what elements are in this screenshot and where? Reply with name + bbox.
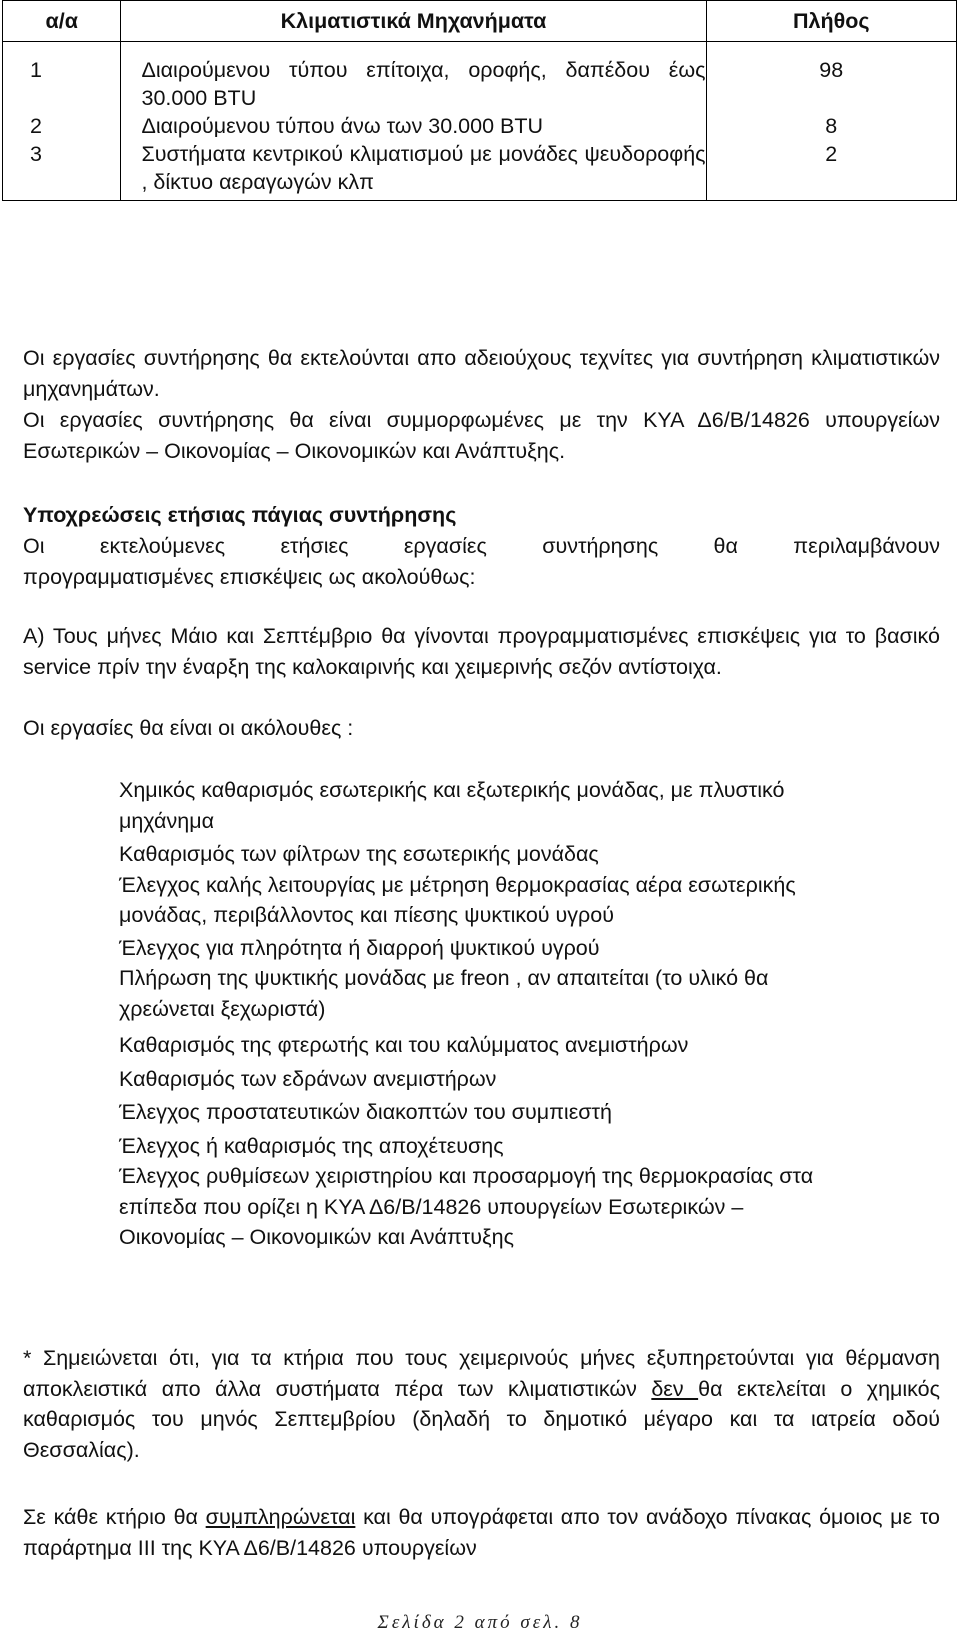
list-item: Καθαρισμός των φίλτρων της εσωτερικής μονάδας [119,842,599,866]
note-text-end: θα εκτελείται ο χημικός καθαρισμός του μηνός Σεπτεμβρίου (δηλαδή το δημοτικό μέγαρο και τα ιατρεία οδού Θεσσαλίας). [23,1376,940,1462]
row-quantity: 8 [706,112,956,140]
closing-paragraph [23,1502,940,1563]
row-quantity: 2 [706,140,956,201]
section-heading: Υποχρεώσεις ετήσιας πάγιας συντήρησης [23,503,457,527]
row-description: Διαιρούμενου τύπου άνω των 30.000 BTU [121,112,706,140]
list-item: Χημικός καθαρισμός εσωτερικής και εξωτερικής μονάδας, με πλυστικό μηχάνημα [119,778,785,833]
page-number-footer: Σελίδα 2 από σελ. 8 [377,1612,583,1633]
maintenance-tasks-list [119,775,819,1253]
closing-underlined-word: συμπληρώνεται [205,1505,356,1529]
section-paragraph-line-1: Οι εκτελούμενες ετήσιες εργασίες συντήρησης θα περιλαμβάνουν [23,534,940,558]
works-intro: Οι εργασίες θα είναι οι ακόλουθες : [23,716,354,740]
paragraph-a-scheduled-visits: Α) Τους μήνες Μάιο και Σεπτέμβριο θα γίνονται προγραμματισμένες επισκέψεις για το βασικό service πρίν την έναρξη της καλοκαιρινής και χειμερινής σεζόν αντίστοιχα. [23,624,940,679]
list-item: Καθαρισμός των εδράνων ανεμιστήρων [119,1066,497,1091]
list-item: Έλεγχος καλής λειτουργίας με μέτρηση θερμοκρασίας αέρα εσωτερικής μονάδας, περιβάλλοντος και πίεσης ψυκτικού υγρού [119,872,796,927]
row-description: Διαιρούμενου τύπου επίτοιχα, οροφής, δαπέδου έως 30.000 BTU [121,56,706,112]
table-spacer [3,42,957,57]
row-number: 2 [3,112,121,140]
air-conditioners-table [2,0,957,201]
table-row [3,56,957,112]
note-underlined-word: δεν [651,1376,699,1401]
intro-paragraph-compliance: Οι εργασίες συντήρησης θα είναι συμμορφωμένες με την ΚΥΑ Δ6/Β/14826 υπουργείων Εσωτερικών – Οικονομίας – Οικονομικών και Ανάπτυξης. [23,408,940,463]
row-number: 1 [3,56,121,112]
list-item: Έλεγχος ρυθμίσεων χειριστηρίου και προσαρμογή της θερμοκρασίας στα επίπεδα που ορίζει η ΚΥΑ Δ6/Β/14826 υπουργείων Εσωτερικών – Οικονομίας – Οικονομικών και Ανάπτυξης [119,1164,814,1249]
table-row [3,112,957,140]
row-quantity: 98 [706,56,956,112]
note-text-start: * Σημειώνεται ότι, για τα κτήρια που τους χειμερινούς μήνες εξυπηρετούνται για θέρμανση αποκλειστικά απο άλλα συστήματα πέρα των κλιματιστικών [23,1346,940,1401]
list-item: Έλεγχος προστατευτικών διακοπτών του συμπιεστή [119,1100,613,1124]
list-item: Πλήρωση της ψυκτικής μονάδας με freon , αν απαιτείται (το υλικό θα χρεώνεται ξεχωριστά) [119,966,769,1021]
row-number: 3 [3,140,121,201]
table-header-quantity: Πλήθος [706,1,956,42]
section-paragraph-line-2: προγραμματισμένες επισκέψεις ως ακολούθως: [23,565,476,589]
closing-text-end: και θα υπογράφεται απο τον ανάδοχο πίνακας όμοιος με το παράρτημα ΙΙΙ της ΚΥΑ Δ6/Β/14826 υπουργείων [23,1505,940,1560]
note-paragraph [23,1343,940,1465]
row-description: Συστήματα κεντρικού κλιματισμού με μονάδες ψευδοροφής , δίκτυο αεραγωγών κλπ [121,140,706,201]
table-row [3,140,957,201]
list-item: Καθαρισμός της φτερωτής και του καλύμματος ανεμιστήρων [119,1033,689,1057]
intro-paragraph-licensed-technicians: Οι εργασίες συντήρησης θα εκτελούνται απο αδειούχους τεχνίτες για συντήρηση κλιματιστικών μηχανημάτων. [23,346,940,401]
closing-text-start: Σε κάθε κτήριο θα [23,1505,206,1529]
list-item: Έλεγχος για πληρότητα ή διαρροή ψυκτικού υγρού [119,935,600,960]
table-header-equipment: Κλιματιστικά Μηχανήματα [121,1,706,42]
table-header-number: α/α [3,1,121,42]
list-item: Έλεγχος ή καθαρισμός της αποχέτευσης [119,1133,504,1158]
table-header-row [3,1,957,42]
